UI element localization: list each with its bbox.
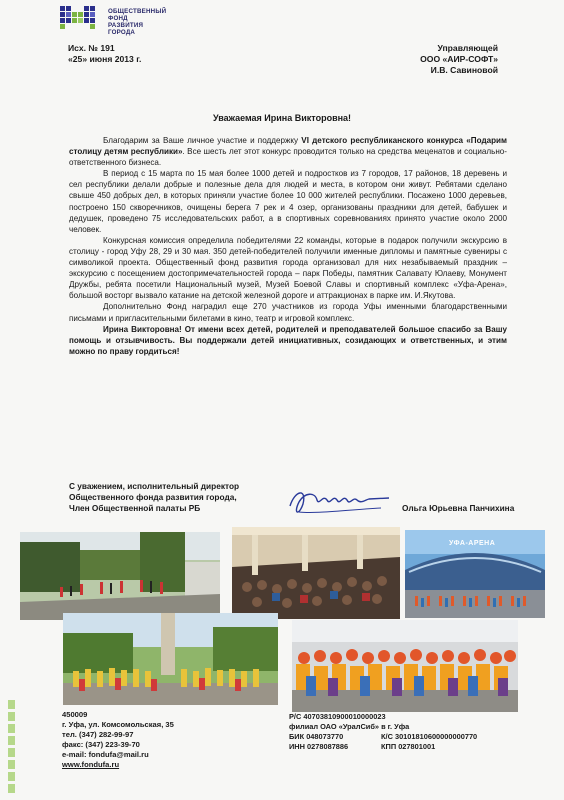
salutation: Уважаемая Ирина Викторовна! <box>212 113 352 123</box>
logo-line-2: ФОНД <box>108 15 128 22</box>
kpp-value: КПП 027801001 <box>381 742 436 751</box>
photo-monument-group <box>63 613 278 705</box>
bank-account: Р/С 40703810900010000023 <box>289 712 386 721</box>
website-link[interactable]: www.fondufa.ru <box>62 760 120 769</box>
fax-number: факс: (347) 223-39-70 <box>62 740 140 749</box>
fund-logo-mark-icon <box>60 6 102 34</box>
paragraph-1 <box>69 135 507 168</box>
paragraph-4: Дополнительно Фонд наградил еще 270 участников из города Уфы именными благодарственными письмами и пригласительными билетами в кино, театр и игровой комплекс. <box>69 302 507 323</box>
bank-row-inn <box>289 742 477 752</box>
email-address[interactable]: e-mail: fondufa@mail.ru <box>62 750 149 759</box>
letter-body <box>69 135 507 357</box>
inn-value: ИНН 0278087886 <box>289 742 349 751</box>
fund-logo-text <box>108 8 166 36</box>
addressee-position: Управляющей <box>437 43 498 53</box>
paragraph-2: В период с 15 марта по 15 мая более 1000 детей и подростков из 7 городов, 17 районов, 18 деревень и сел республики делали добрые и полезные дела для людей и места, в котором они живут. Ребятами сделано свыше 450 добрых дел, в которых приняли участие более 10 000 жителей республики. Посажено 1000 деревьев, построено 150 скворечников, очищены берега 7 рек и 4 озер, организованы праздники для детей, бабушек и дедушек, проведено 75 исследовательских работ, а в спортивных соревнованиях принято участие около 2000 человек. <box>69 169 507 234</box>
outgoing-number: Исх. № 191 <box>68 43 115 53</box>
paragraph-3: Конкурсная комиссия определила победителями 22 команды, которые в подарок получили экскурсию в столицу - город Уфу 28, 29 и 30 мая. 350 детей-победителей получили именные дипломы и памятные сувениры с символикой проекта. Общественный фонд развития города организовал для них незабываемый праздник – экскурсию с посещением достопримечательностей города – парк Победы, памятник Салавату Юлаеву, Монумент Дружбы, ребята посетили Национальный музей, Музей Боевой Славы и спортивный комплекс «Уфа-Арена», большой восторг вызвало катание на детской железной дороге и аттракционах в парке им. И.Якутова. <box>69 235 507 301</box>
fund-contacts <box>62 710 174 770</box>
bank-details <box>289 712 477 752</box>
paragraph-1-start: Благодарим за Ваше личное участие и поддержку <box>103 136 302 145</box>
logo-line-1: ОБЩЕСТВЕННЫЙ <box>108 8 167 15</box>
ks-value: К/С 30101810600000000770 <box>381 732 478 741</box>
addressee-block <box>420 43 498 76</box>
phone-number: тел. (347) 282-99-97 <box>62 730 134 739</box>
paragraph-thanks: Ирина Викторовна! От имени всех детей, родителей и преподавателей большое спасибо за Вашу помощь и отзывчивость. Вы поддержали детей инициативных, созидающих и ответственных, и этим можно по праву гордиться! <box>69 324 507 356</box>
arena-sign: УФА-АРЕНА <box>449 540 496 547</box>
bik-value: БИК 048073770 <box>289 732 344 741</box>
handwritten-signature <box>285 484 395 524</box>
postal-code: 450009 <box>62 710 88 719</box>
signoff-line-2: Общественного фонда развития города, <box>69 492 237 503</box>
signoff-line-1: С уважением, исполнительный директор <box>69 481 240 491</box>
contest-name: VI детского республиканского конкурса «Подарим столицу детям республики» <box>69 136 507 157</box>
decorative-green-strip <box>8 700 15 800</box>
photo-museum-hall <box>232 527 400 619</box>
photo-ufa-arena <box>405 530 545 618</box>
outgoing-reference <box>68 43 141 65</box>
bank-branch: филиал ОАО «УралСиб» в г. Уфа <box>289 722 410 731</box>
signoff-block <box>69 481 239 515</box>
signoff-line-3: Член Общественной палаты РБ <box>69 503 201 514</box>
logo-line-4: ГОРОДА <box>108 29 136 36</box>
outgoing-date: «25» июня 2013 г. <box>68 54 142 64</box>
addressee-name: И.В. Савиновой <box>430 65 498 75</box>
street-address: г. Уфа, ул. Комсомольская, 35 <box>62 720 174 729</box>
fund-logo <box>60 6 190 40</box>
photo-park-alley <box>20 532 220 620</box>
addressee-company: ООО «АИР-СОФТ» <box>420 54 498 64</box>
paragraph-1-end: . Все шесть лет этот конкурс проводится только на средства меценатов и социально-ответственного бизнеса. <box>69 147 507 168</box>
signer-name: Ольга Юрьевна Панчихина <box>402 503 515 513</box>
photo-winners-group <box>292 620 518 712</box>
logo-line-3: РАЗВИТИЯ <box>108 22 144 29</box>
bank-row-bik <box>289 732 477 742</box>
